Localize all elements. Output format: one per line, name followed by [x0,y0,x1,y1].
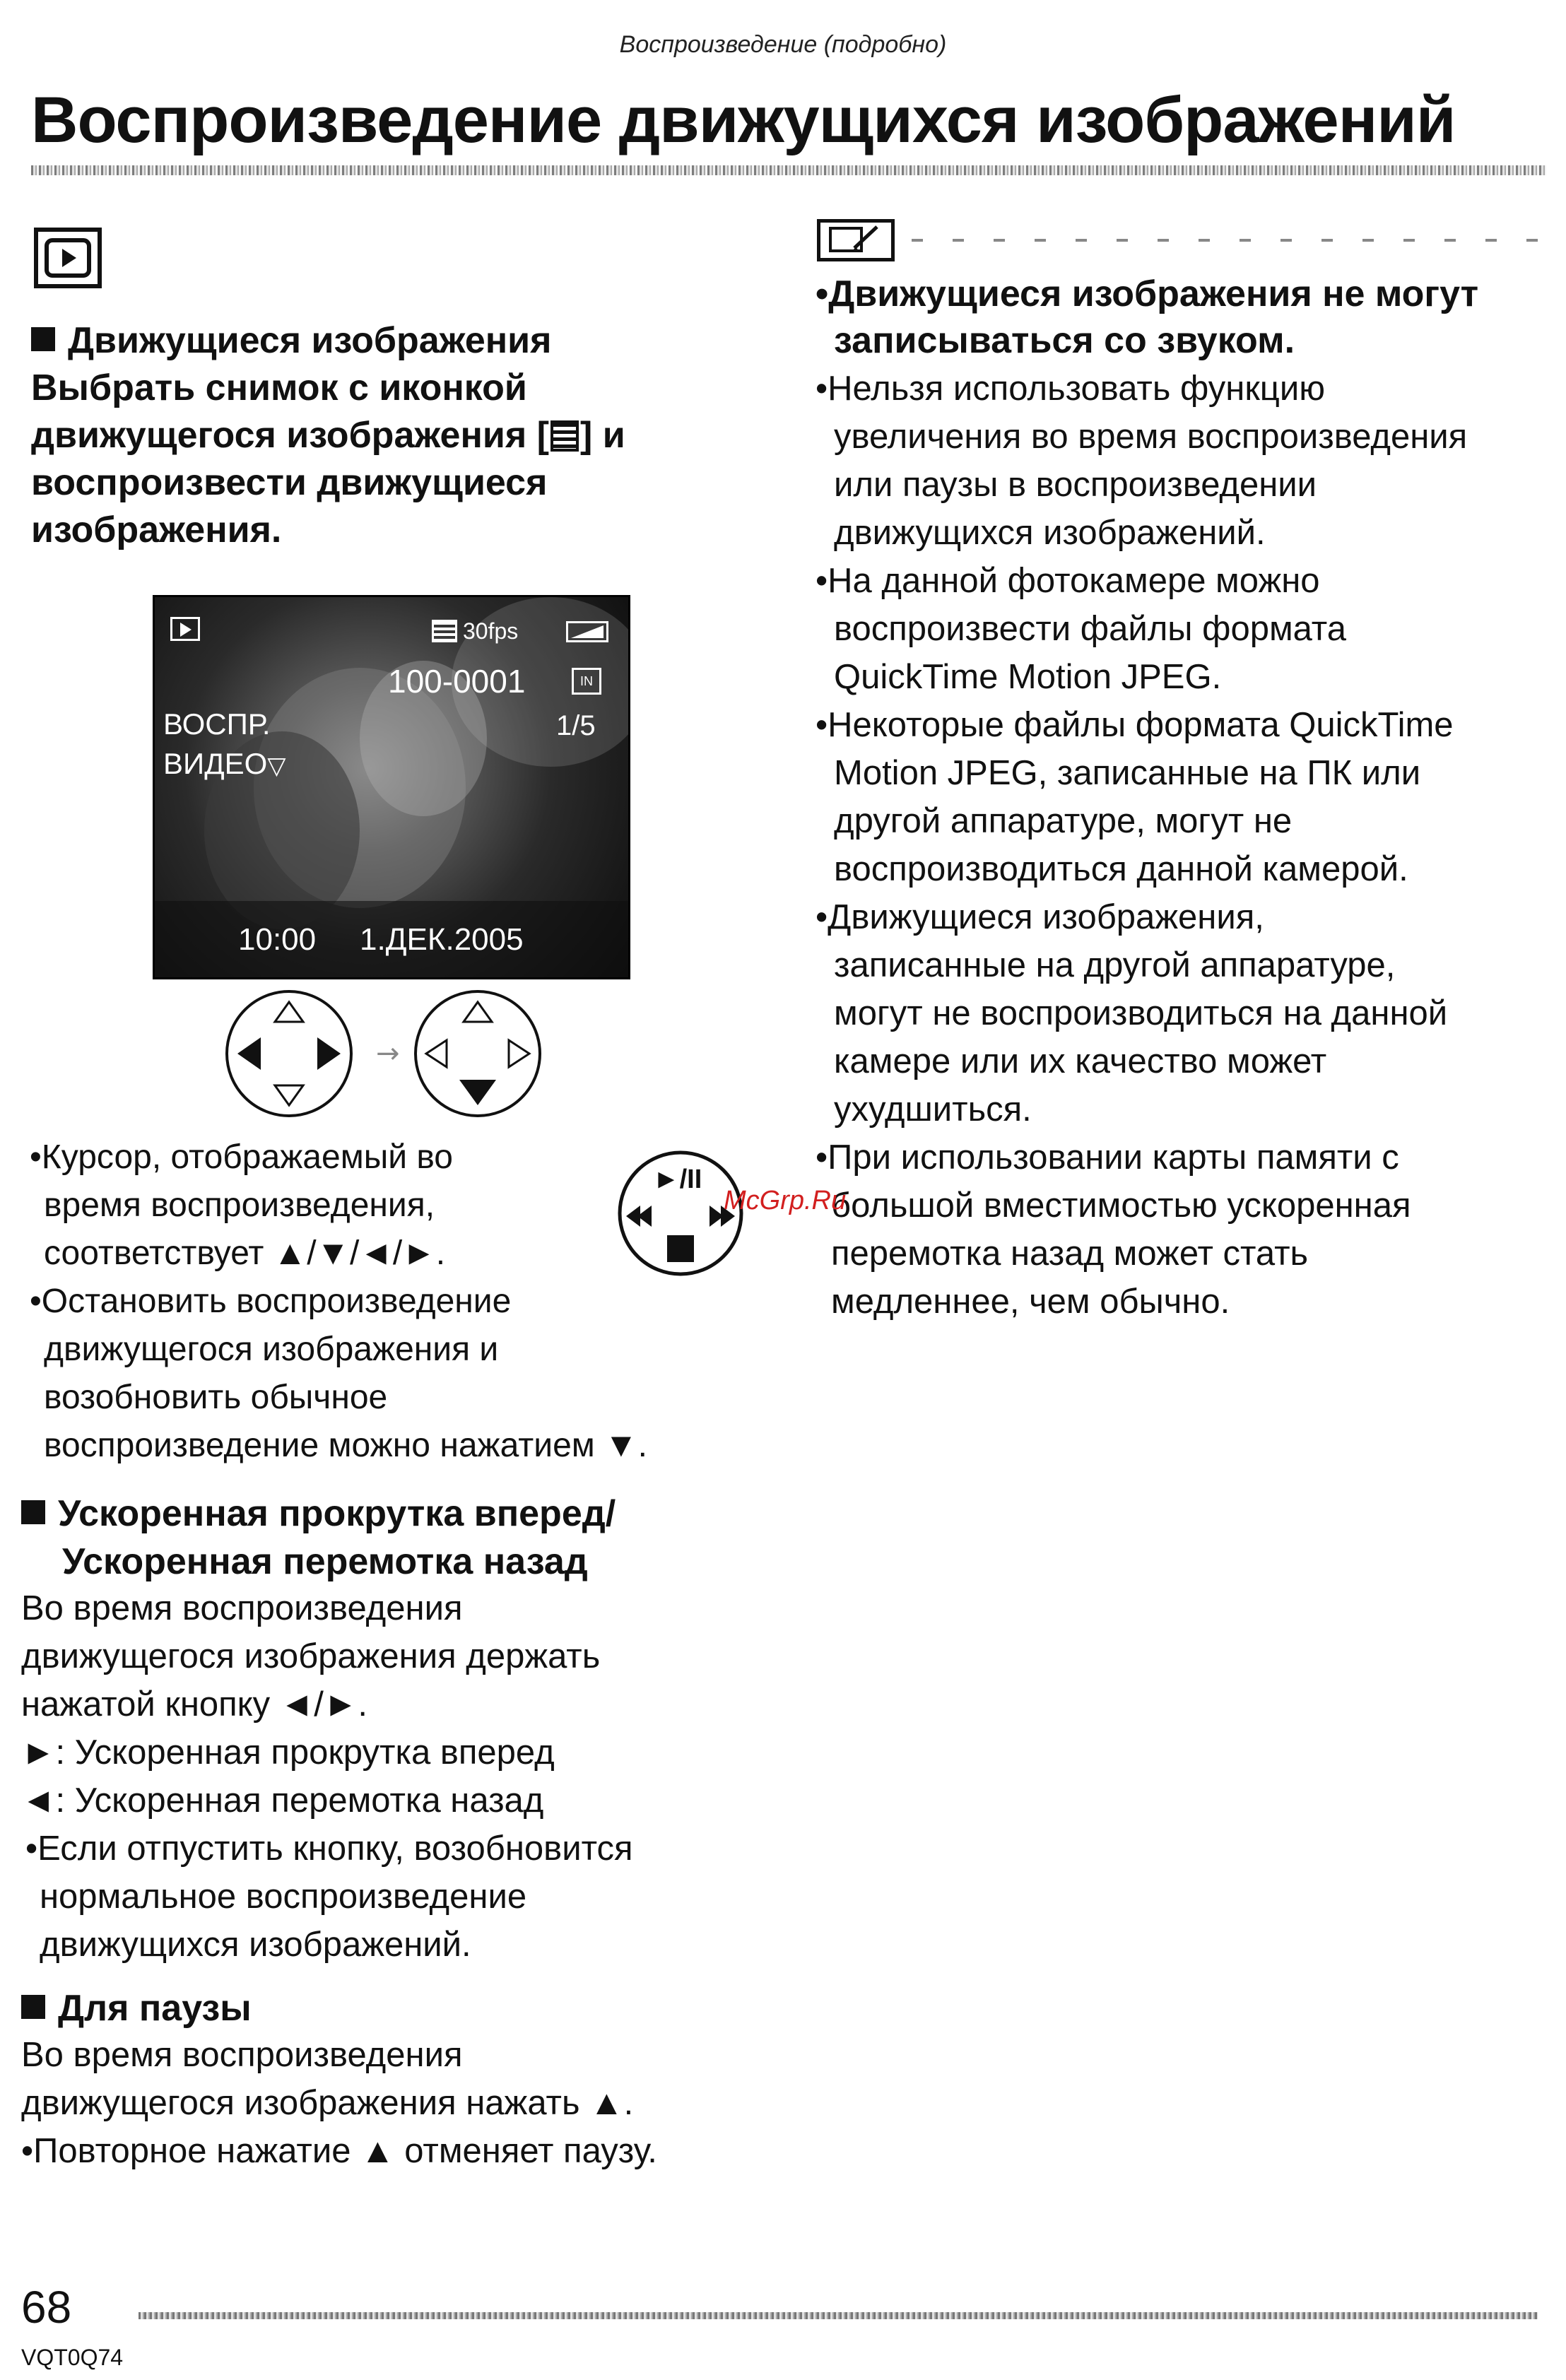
title-rule [31,165,1546,175]
note-line: QuickTime Motion JPEG. [834,658,1222,696]
heading-line-b: ] и [579,415,625,456]
note-line: ухудшиться. [834,1090,1032,1129]
heading-line [31,414,625,456]
note-line: воспроизводиться данной камерой. [834,850,1408,888]
note-line: медленнее, чем обычно. [831,1283,1230,1321]
watermark: McGrp.Ru [724,1186,847,1215]
note-line: или паузы в воспроизведении [834,466,1317,504]
note-line: •Движущиеся изображения, [816,898,1264,936]
bullet-text: время воспроизведения, [44,1186,435,1224]
bullet-text: возобновить обычное [44,1379,388,1416]
note-line: могут не воспроизводиться на данной [834,994,1448,1032]
bullet-text: движущегося изображения и [44,1331,499,1368]
note-line: •Нельзя использовать функцию [816,370,1325,408]
page-number: 68 [21,2282,72,2333]
section-heading-motion: Движущиеся изображения [31,319,551,362]
body-text: нажатой кнопку ◄/►. [21,1685,367,1724]
body-text: ◄: Ускоренная перемотка назад [21,1781,544,1820]
playback-icon [170,617,200,641]
body-text: движущихся изображений. [40,1926,471,1964]
svg-text:→: → [376,1037,400,1070]
play-pause-label: ►/II [653,1165,702,1194]
internal-memory-icon: IN [572,668,601,695]
cursor-diagram [222,986,547,1121]
heading-line-a: движущегося изображения [ [31,415,549,456]
playback-mode-icon [34,228,102,288]
note-line: большой вместимостью ускоренная [831,1186,1411,1225]
down-triangle-outline: ▽ [267,753,286,779]
heading-line: Ускоренная перемотка назад [62,1541,588,1582]
note-line: камере или их качество может [834,1042,1327,1080]
running-header: Воспроизведение (подробно) [619,31,947,58]
heading-line: воспроизвести движущиеся [31,462,548,503]
lcd-counter: 1/5 [556,710,596,741]
lcd-time: 10:00 [238,922,317,957]
note-line: •На данной фотокамере можно [816,562,1320,600]
note-line: увеличения во время воспроизведения [834,418,1468,456]
body-text: движущегося изображения нажать ▲. [21,2084,634,2122]
note-bold-line: записываться со звуком. [834,320,1295,361]
lcd-date: 1.ДЕК.2005 [360,922,524,957]
body-text: Во время воспроизведения [21,1589,463,1627]
note-dashes [912,239,1541,242]
lcd-mode-line2: ВИДЕО▽ [163,747,286,780]
film-icon-lcd [432,620,457,642]
bullet-text: соответствует ▲/▼/◄/►. [44,1235,446,1272]
body-text: •Если отпустить кнопку, возобновится [25,1830,633,1868]
battery-icon [566,621,608,642]
section-heading-ff: Ускоренная прокрутка вперед/ [21,1492,616,1535]
body-text: нормальное воспроизведение [40,1878,527,1916]
body-text: Во время воспроизведения [21,2036,463,2074]
page-title: Воспроизведение движущихся изображений [31,84,1456,156]
heading-line: Выбрать снимок с иконкой [31,367,527,408]
body-text: •Повторное нажатие ▲ отменяет паузу. [21,2132,657,2170]
note-bold-line: •Движущиеся изображения не могут [816,273,1479,314]
camera-lcd-screenshot [153,595,630,979]
note-line: Motion JPEG, записанные на ПК или [834,754,1421,792]
note-line: воспроизвести файлы формата [834,610,1346,648]
bullet-text: •Остановить воспроизведение [30,1283,512,1320]
note-line: •Некоторые файлы формата QuickTime [816,706,1454,744]
note-line: движущихся изображений. [834,514,1266,552]
lcd-mode-line1: ВОСПР. [163,707,271,741]
note-line: другой аппаратуре, могут не [834,802,1293,840]
model-code: VQT0Q74 [21,2345,124,2370]
note-line: записанные на другой аппаратуре, [834,946,1396,984]
footer-rule [139,2312,1538,2319]
bullet-text: •Курсор, отображаемый во [30,1138,453,1176]
section-heading-pause: Для паузы [21,1987,252,2030]
body-text: ►: Ускоренная прокрутка вперед [21,1733,555,1772]
note-icon [817,219,895,261]
heading-line: изображения. [31,509,282,550]
note-line: •При использовании карты памяти с [816,1138,1399,1177]
body-text: движущегося изображения держать [21,1637,601,1675]
film-strip-icon [551,420,579,452]
lcd-file-number: 100-0001 [388,663,526,700]
lcd-fps: 30fps [463,618,519,644]
note-line: перемотка назад может стать [831,1235,1309,1273]
bullet-text: воспроизведение можно нажатием ▼. [44,1427,647,1464]
